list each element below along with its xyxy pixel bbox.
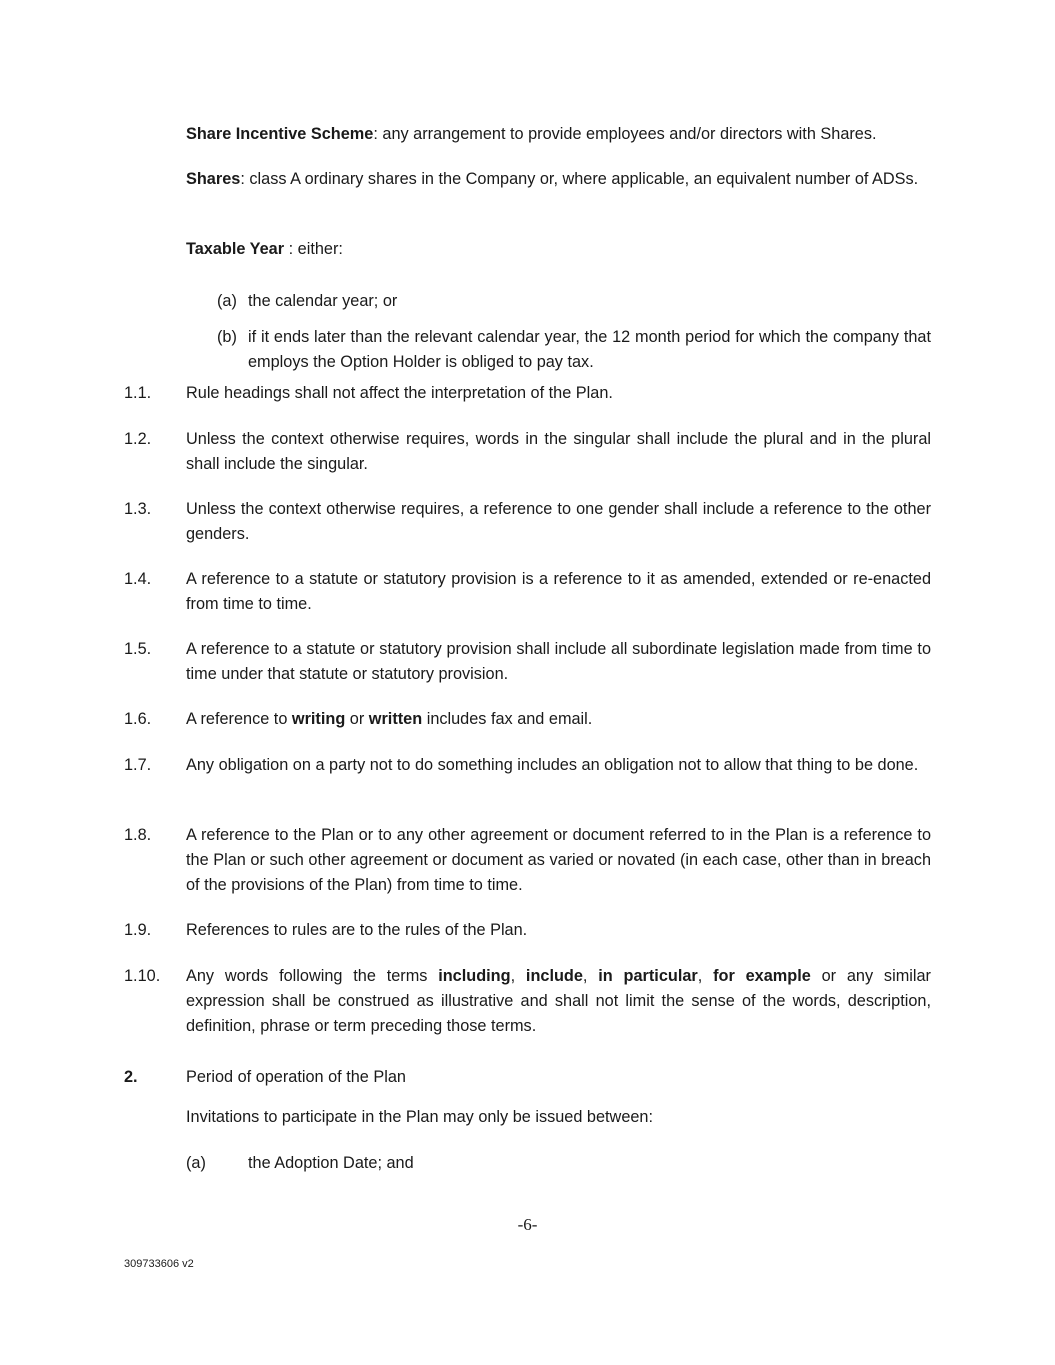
section-heading: Period of operation of the Plan <box>186 1068 406 1086</box>
clause-number: 1.2. <box>124 430 152 448</box>
sub-item-label: (a) <box>186 1154 206 1172</box>
clause-1-6: A reference to writing or written includes fax and email. <box>186 710 593 728</box>
clause-1-3: Unless the context otherwise requires, a reference to one gender shall include a reference to the other genders. <box>186 500 931 543</box>
definition-shares: Shares: class A ordinary shares in the Company or, where applicable, an equivalent number of ADSs. <box>186 170 919 188</box>
clause-1-4: A reference to a statute or statutory provision is a reference to it as amended, extended or re-enacted from time to time. <box>186 570 931 613</box>
section-intro: Invitations to participate in the Plan may only be issued between: <box>186 1108 654 1126</box>
clause-1-8: A reference to the Plan or to any other agreement or document referred to in the Plan is a reference to the Plan or such other agreement or document as varied or novated (in each case, other than in breach of the provisions of the Plan) from time to time. <box>186 826 931 894</box>
document-reference: 309733606 v2 <box>124 1258 194 1270</box>
definition-term: Share Incentive Scheme <box>186 125 374 143</box>
page-number: -6- <box>517 1215 538 1234</box>
definition-text: any arrangement to provide employees and/or directors with Shares. <box>382 125 877 143</box>
section-number: 2. <box>124 1068 138 1086</box>
clause-1-10: Any words following the terms including, include, in particular, for example or any similar expression shall be construed as illustrative and shall not limit the sense of the words, description, definition, phrase or term preceding those terms. <box>186 967 931 1035</box>
clause-number: 1.6. <box>124 710 152 728</box>
clause-number: 1.8. <box>124 826 152 844</box>
clause-number: 1.7. <box>124 756 152 774</box>
clause-number: 1.9. <box>124 921 152 939</box>
sub-item-label: (a) <box>217 292 237 310</box>
sub-item-text: if it ends later than the relevant calendar year, the 12 month period for which the company that employs the Option Holder is obliged to pay tax. <box>248 328 931 371</box>
clause-number: 1.10. <box>124 967 161 985</box>
clause-1-5: A reference to a statute or statutory provision shall include all subordinate legislation made from time to time under that statute or statutory provision. <box>186 640 931 683</box>
clause-1-9: References to rules are to the rules of the Plan. <box>186 921 528 939</box>
definition-term: Shares <box>186 170 241 188</box>
sub-item-label: (b) <box>217 328 237 346</box>
definition-term: Taxable Year <box>186 240 285 258</box>
sub-item-text: the Adoption Date; and <box>248 1154 414 1172</box>
definition-share-incentive-scheme: Share Incentive Scheme: any arrangement to provide employees and/or directors with Shares. <box>186 125 877 143</box>
definition-text: either: <box>297 240 343 258</box>
clause-1-7: Any obligation on a party not to do something includes an obligation not to allow that thing to be done. <box>186 756 919 774</box>
clause-number: 1.3. <box>124 500 152 518</box>
clause-number: 1.1. <box>124 384 152 402</box>
clause-1-2: Unless the context otherwise requires, words in the singular shall include the plural and in the plural shall include the singular. <box>186 430 931 473</box>
clause-1-1: Rule headings shall not affect the interpretation of the Plan. <box>186 384 613 402</box>
definition-text: class A ordinary shares in the Company or, where applicable, an equivalent number of ADSs. <box>249 170 919 188</box>
clause-number: 1.4. <box>124 570 152 588</box>
definition-taxable-year: Taxable Year : either: <box>186 240 343 258</box>
clause-number: 1.5. <box>124 640 152 658</box>
sub-item-text: the calendar year; or <box>248 292 398 310</box>
